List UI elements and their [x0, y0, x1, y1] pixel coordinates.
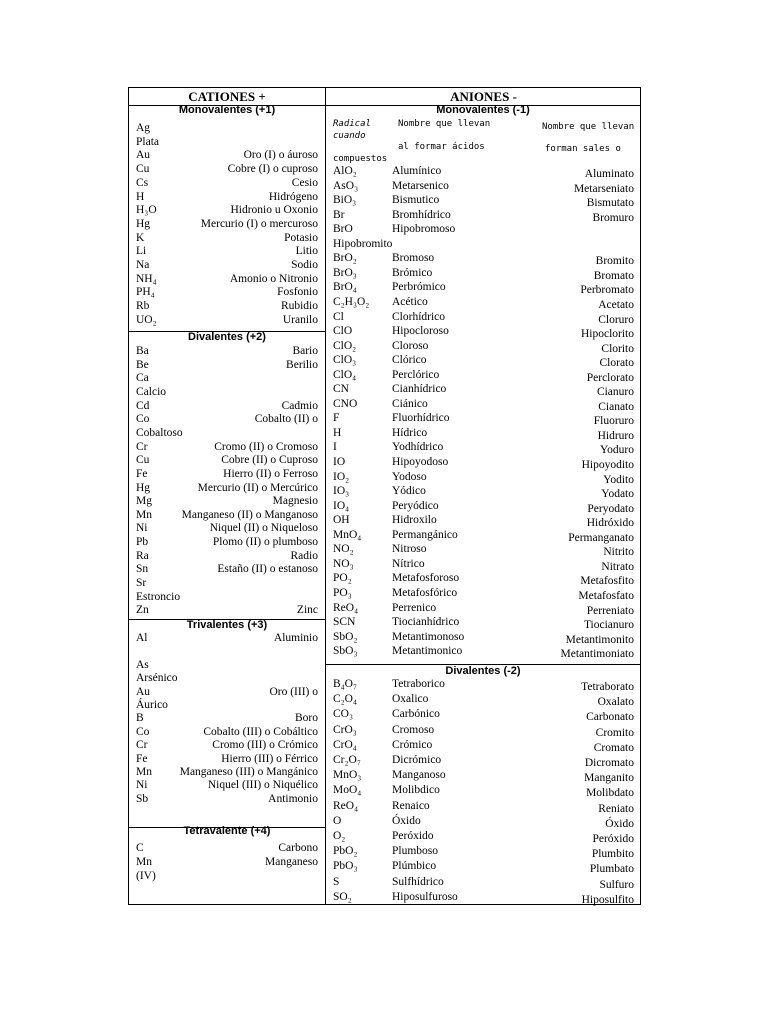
- cation-symbol: Co: [136, 725, 150, 738]
- anion-acid-name: Hipocloroso: [392, 325, 449, 338]
- anion-symbol: ReO₄: [333, 601, 359, 614]
- anion-acid-name: Metantimonoso: [392, 630, 465, 643]
- section-title-cationes-divalentes: Divalentes (+2): [188, 331, 266, 343]
- cation-symbol: (IV): [136, 870, 156, 882]
- anion-symbol: ClO₂: [333, 339, 357, 352]
- cation-symbol: Ra: [136, 549, 149, 562]
- anion-acid-name: Renaico: [392, 799, 430, 812]
- anion-symbol: Cr₂O₇: [333, 754, 361, 766]
- anion-symbol: BrO₂: [333, 252, 357, 265]
- anion-symbol: ClO₄: [333, 368, 357, 381]
- cation-name: Potasio: [284, 231, 318, 244]
- cation-name: Litio: [295, 245, 318, 258]
- anion-symbol: PbO₂: [333, 845, 358, 858]
- anion-salt-name: Perbromato: [580, 284, 634, 297]
- anion-salt-name: Metafosfito: [580, 575, 634, 588]
- anion-salt-name: Reniato: [598, 802, 634, 815]
- anion-acid-name: Permangánico: [392, 528, 458, 541]
- anion-salt-name: Cromito: [595, 726, 634, 739]
- anion-symbol: IO₄: [333, 499, 350, 512]
- cation-name: Cobre (II) o Cuproso: [221, 454, 318, 467]
- cation-name: Estaño (II) o estanoso: [217, 563, 318, 576]
- anion-salt-name: Cromato: [593, 741, 634, 754]
- anion-symbol: IO₃: [333, 485, 350, 498]
- anion-symbol: Cl: [333, 310, 344, 323]
- anion-salt-name: Hipoclorito: [580, 328, 634, 341]
- column-header-salt: forman sales o: [545, 144, 621, 154]
- cation-symbol: UO₂: [136, 313, 157, 326]
- anion-acid-name: Peróxido: [392, 830, 434, 842]
- cation-name: Radio: [290, 549, 318, 562]
- cation-symbol: Au: [136, 149, 151, 162]
- anion-symbol: CN: [333, 383, 349, 396]
- cation-symbol: Be: [136, 358, 149, 371]
- cation-name: Hierro (III) o Férrico: [221, 752, 318, 765]
- anion-symbol: SbO₃: [333, 645, 358, 658]
- cation-name: Manganeso (II) o Manganoso: [181, 508, 318, 521]
- cation-name: Cromo (III) o Crómico: [212, 739, 318, 752]
- anion-symbol: AlO₂: [333, 165, 357, 177]
- anion-symbol: MoO₄: [333, 784, 362, 797]
- anion-salt-name: Hiposulfito: [581, 893, 634, 906]
- anion-symbol: SbO₂: [333, 630, 358, 643]
- anion-symbol: O: [333, 814, 342, 827]
- anion-symbol: ClO: [333, 325, 353, 338]
- anion-acid-name: Carbónico: [392, 708, 440, 721]
- anion-acid-name: Fluorhídrico: [392, 412, 450, 425]
- anion-salt-name: Bromuro: [592, 211, 634, 224]
- anion-symbol: Br: [333, 208, 345, 221]
- anion-salt-name: Hipoyodito: [581, 459, 634, 471]
- anion-symbol: C₂O₄: [333, 693, 357, 706]
- anion-acid-name: Oxalico: [392, 693, 429, 706]
- cation-symbol: Cu: [136, 163, 150, 176]
- anion-symbol: ClO₃: [333, 354, 357, 367]
- anion-acid-name: Molibdico: [392, 784, 440, 797]
- anion-salt-name: Cloruro: [598, 313, 634, 326]
- cation-name: Cesio: [291, 176, 318, 189]
- cation-name: Oro (III) o: [269, 685, 318, 698]
- anion-salt-name: Cianato: [598, 400, 634, 413]
- cation-name: Aluminio: [273, 632, 318, 644]
- anion-salt-name: Cianuro: [596, 386, 634, 399]
- anion-salt-name: Peryodato: [587, 502, 634, 515]
- anion-acid-name: Metafosforoso: [392, 572, 460, 585]
- anion-symbol: BrO₃: [333, 266, 357, 279]
- cation-symbol: Cr: [136, 440, 148, 453]
- anion-salt-name: Aluminato: [584, 168, 634, 180]
- anion-acid-name: Metantimonico: [392, 645, 463, 658]
- anion-symbol: I: [333, 441, 337, 454]
- anion-acid-name: Bismutico: [392, 194, 440, 207]
- anion-salt-name: Carbonato: [586, 711, 634, 724]
- anion-acid-name: Yódico: [392, 485, 426, 498]
- anion-acid-name: Perclórico: [392, 368, 440, 381]
- cation-name: Oro (I) o áuroso: [243, 149, 318, 162]
- cation-name: Boro: [295, 712, 318, 725]
- section-title-cationes-monovalentes: Monovalentes (+1): [178, 104, 276, 116]
- column-header-acid: compuestos: [333, 154, 388, 164]
- anion-acid-name: Bromhídrico: [392, 208, 451, 221]
- cation-symbol: Na: [136, 259, 150, 271]
- section-title-aniones-divalentes: Divalentes (-2): [445, 665, 521, 677]
- anion-salt-name: Sulfuro: [599, 878, 634, 891]
- cation-symbol: C: [136, 842, 144, 854]
- cation-symbol: Ba: [136, 345, 149, 357]
- anion-salt-name: Oxalato: [597, 696, 634, 709]
- cation-name: Cadmio: [281, 399, 318, 412]
- cation-symbol: Ni: [136, 779, 148, 792]
- anion-acid-name: Metafosfórico: [392, 586, 458, 599]
- cation-symbol: Pb: [136, 536, 149, 549]
- anion-salt-name: Nitrato: [601, 560, 634, 573]
- cation-name: Cromo (II) o Cromoso: [214, 440, 318, 453]
- anion-symbol: PbO₃: [333, 860, 358, 873]
- anion-symbol: S: [333, 875, 340, 888]
- anion-salt-name: Metarseniato: [573, 182, 634, 195]
- section-title-aniones-monovalentes: Monovalentes (-1): [436, 104, 530, 116]
- cation-symbol: Ag: [136, 122, 151, 134]
- anion-symbol: ReO₄: [333, 799, 359, 812]
- anion-acid-name: Crómico: [392, 738, 433, 751]
- cation-symbol: Ca: [136, 372, 149, 385]
- cation-symbol: PH₄: [136, 286, 155, 299]
- cation-name: Amonio o Nitronio: [229, 272, 318, 285]
- cation-symbol: Plata: [136, 135, 159, 148]
- anion-salt-name: Bromato: [593, 269, 634, 282]
- cation-symbol: Estroncio: [136, 590, 181, 603]
- anion-salt-name: Metafosfato: [578, 589, 634, 602]
- cation-symbol: Fe: [136, 752, 148, 765]
- cation-symbol: Mn: [136, 508, 152, 521]
- anion-symbol: CO₃: [333, 708, 353, 721]
- cation-name: Rubidio: [280, 300, 318, 313]
- anion-acid-name: Dicrómico: [392, 754, 442, 766]
- cation-symbol: Co: [136, 413, 150, 426]
- cation-symbol: NH₄: [136, 272, 157, 285]
- anion-symbol: OH: [333, 514, 350, 527]
- cation-symbol: Zn: [136, 604, 149, 617]
- cation-name: Mercurio (II) o Mercúrico: [197, 481, 318, 494]
- anion-salt-name: Clorato: [599, 357, 634, 370]
- cation-name: Manganeso (III) o Mangánico: [179, 766, 318, 778]
- cation-name: Niquel (II) o Niqueloso: [209, 522, 318, 535]
- cation-name: Hidrógeno: [268, 190, 318, 203]
- cation-symbol: Mn: [136, 766, 152, 778]
- anion-symbol: PO₃: [333, 586, 352, 599]
- cation-name: Plomo (II) o plumboso: [212, 536, 318, 549]
- anion-acid-name: Brómico: [392, 266, 433, 279]
- anion-acid-name: Clorhídrico: [392, 310, 446, 323]
- anion-acid-name: Tiocianhídrico: [392, 616, 460, 629]
- anion-salt-name: Perreniato: [586, 604, 634, 617]
- cation-name: Sodio: [291, 259, 318, 271]
- anion-salt-name: Molibdato: [586, 787, 634, 800]
- anion-symbol: H: [333, 426, 342, 439]
- cation-symbol: Cr: [136, 739, 148, 752]
- cation-symbol: Sr: [136, 577, 147, 590]
- anion-acid-name: Manganoso: [392, 769, 446, 782]
- aniones-header: ANIONES -: [450, 89, 517, 104]
- anion-symbol: IO₂: [333, 470, 350, 483]
- cation-name: Carbono: [278, 842, 318, 854]
- cation-name: Zinc: [296, 604, 318, 617]
- anion-acid-name: Cianhídrico: [392, 383, 447, 396]
- anion-symbol: C₂H₃O₂: [333, 295, 370, 308]
- anion-acid-name: Metarsenico: [392, 179, 449, 192]
- anion-symbol: BrO: [333, 223, 353, 236]
- anion-salt-name: Nitrito: [603, 546, 634, 559]
- anion-acid-name: Alumínico: [392, 165, 442, 177]
- cation-name: Cobre (I) o cuproso: [227, 163, 318, 176]
- anion-salt-name: Permanganato: [568, 531, 634, 544]
- section-title-cationes-tetravalente: Tetravalente (+4): [183, 825, 271, 837]
- anion-symbol: NO₃: [333, 557, 354, 570]
- column-header-radical: Radical cuando: [333, 119, 371, 141]
- anion-salt-name: Hidróxido: [586, 517, 634, 530]
- anion-acid-name: Hipoyodoso: [392, 456, 449, 468]
- anion-acid-name: Yodoso: [392, 470, 427, 483]
- anion-salt-name: Yodito: [603, 473, 634, 486]
- anion-acid-name: Hiposulfuroso: [392, 890, 458, 903]
- anion-acid-name: Cromoso: [392, 723, 435, 736]
- anion-acid-name: Plúmbico: [392, 860, 437, 873]
- anion-symbol: NO₂: [333, 543, 354, 556]
- anion-symbol: B₄O₇: [333, 678, 357, 690]
- anion-salt-name: Tetraborato: [581, 681, 634, 693]
- cation-symbol: Al: [136, 632, 148, 644]
- cation-symbol: Hg: [136, 217, 151, 230]
- cation-symbol: Cu: [136, 454, 150, 467]
- cationes-header: CATIONES +: [188, 89, 266, 104]
- column-header-acid: Nombre que llevan: [398, 119, 491, 129]
- anion-acid-name: Perbrómico: [392, 281, 446, 294]
- anion-acid-name: Clórico: [392, 354, 427, 367]
- anion-acid-name: Plumboso: [392, 845, 439, 858]
- anion-salt-name: Plumbito: [591, 848, 634, 861]
- cation-symbol: Arsénico: [136, 672, 178, 685]
- cation-symbol: Cobaltoso: [136, 426, 183, 439]
- anion-symbol: BiO₃: [333, 194, 357, 207]
- anion-salt-name: Yoduro: [600, 444, 634, 457]
- anion-acid-name: Peryódico: [392, 499, 439, 512]
- cation-symbol: Cd: [136, 399, 150, 412]
- anion-salt-name: Dicromato: [584, 757, 634, 769]
- anion-salt-name: Óxido: [605, 817, 634, 830]
- cation-name: Fosfonio: [277, 286, 318, 299]
- cation-symbol: Fe: [136, 467, 148, 480]
- anion-acid-name: Nítrico: [392, 557, 425, 570]
- anion-salt-name: Peróxido: [592, 833, 634, 845]
- cation-symbol: Au: [136, 685, 151, 698]
- cation-name: Cobalto (II) o: [254, 413, 318, 426]
- anion-symbol: SCN: [333, 616, 356, 629]
- anion-acid-name: Acético: [392, 295, 428, 308]
- anion-acid-name: Bromoso: [392, 252, 435, 265]
- anion-symbol: F: [333, 412, 340, 425]
- anion-acid-name: Hidroxilo: [392, 514, 437, 527]
- cation-name: Bario: [292, 345, 318, 357]
- anion-acid-name: Sulfhídrico: [392, 875, 444, 888]
- cation-name: Mercurio (I) o mercuroso: [200, 217, 318, 230]
- anion-acid-name: Ciánico: [392, 397, 428, 410]
- anion-symbol: Hipobromito: [333, 237, 393, 250]
- cation-symbol: Hg: [136, 481, 151, 494]
- cation-name: Hierro (II) o Ferroso: [223, 467, 318, 480]
- anion-symbol: IO: [333, 456, 346, 468]
- anion-salt-name: Bromito: [595, 255, 634, 268]
- cation-name: Uranilo: [282, 313, 318, 326]
- cation-symbol: Ni: [136, 522, 148, 535]
- section-title-cationes-trivalentes: Trivalentes (+3): [186, 619, 268, 631]
- cation-symbol: Mg: [136, 495, 152, 508]
- cation-symbol: Rb: [136, 300, 150, 313]
- cation-name: Magnesio: [272, 495, 318, 508]
- anion-salt-name: Metantimoniato: [560, 648, 634, 661]
- anion-symbol: MnO₄: [333, 528, 362, 541]
- anion-salt-name: Plumbato: [589, 863, 634, 876]
- anion-symbol: PO₂: [333, 572, 352, 585]
- cation-symbol: H₃O: [136, 204, 157, 217]
- anion-salt-name: Bismutato: [586, 197, 634, 210]
- anion-symbol: MnO₃: [333, 769, 362, 782]
- cation-name: Cobalto (III) o Cobáltico: [203, 725, 318, 738]
- anion-salt-name: Metantimonito: [565, 633, 634, 646]
- anion-acid-name: Yodhídrico: [392, 441, 444, 454]
- anion-acid-name: Hídrico: [392, 426, 428, 439]
- anion-salt-name: Clorito: [601, 342, 634, 355]
- anion-salt-name: Perclorato: [586, 371, 634, 384]
- anion-salt-name: Fluoruro: [593, 415, 634, 428]
- column-divider: [325, 88, 326, 904]
- anion-acid-name: Cloroso: [392, 339, 429, 352]
- cation-name: Manganeso: [264, 856, 318, 868]
- anion-symbol: O₂: [333, 830, 346, 842]
- anion-salt-name: Acetato: [598, 298, 634, 311]
- anion-acid-name: Óxido: [392, 814, 421, 827]
- cation-name: Hidronio u Oxonio: [230, 204, 318, 217]
- cation-symbol: Áurico: [136, 699, 168, 711]
- anion-salt-name: Yodato: [601, 488, 634, 501]
- cation-symbol: Mn: [136, 856, 152, 868]
- anion-acid-name: Tetraborico: [392, 678, 445, 690]
- anion-symbol: AsO₃: [333, 179, 359, 192]
- cation-name: Berilio: [286, 358, 318, 371]
- cation-name: Niquel (III) o Niquélico: [207, 779, 318, 792]
- anion-acid-name: Perrenico: [392, 601, 437, 614]
- cation-symbol: As: [136, 658, 149, 671]
- anion-acid-name: Hipobromoso: [392, 223, 456, 236]
- cation-symbol: Calcio: [136, 385, 167, 398]
- anion-salt-name: Manganito: [584, 772, 634, 785]
- anion-acid-name: Nitroso: [392, 543, 427, 556]
- anion-salt-name: Tiocianuro: [583, 619, 634, 632]
- cation-symbol: Sb: [136, 792, 149, 805]
- column-header-salt: Nombre que llevan: [542, 122, 635, 132]
- cation-symbol: H: [136, 190, 145, 203]
- anion-symbol: CrO₃: [333, 723, 357, 736]
- cation-symbol: Li: [136, 245, 147, 258]
- anion-symbol: CNO: [333, 397, 358, 410]
- cation-symbol: B: [136, 712, 144, 725]
- cation-symbol: Sn: [136, 563, 149, 576]
- anion-symbol: BrO₄: [333, 281, 357, 294]
- anion-symbol: CrO₄: [333, 738, 357, 751]
- column-header-acid: al formar ácidos: [398, 142, 485, 152]
- anion-symbol: SO₂: [333, 890, 352, 903]
- anion-salt-name: Hidruro: [597, 429, 634, 442]
- cation-symbol: K: [136, 231, 145, 244]
- cation-symbol: Cs: [136, 176, 149, 189]
- cation-name: Antimonio: [268, 792, 318, 805]
